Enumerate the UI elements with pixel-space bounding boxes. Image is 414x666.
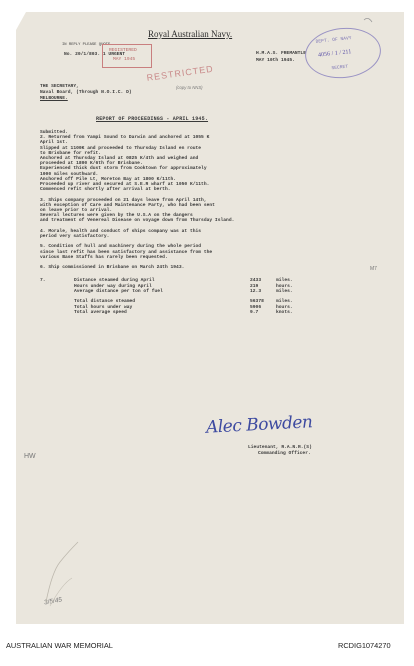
body-line: with exception of Care and Maintenance Party, who had been sent — [40, 202, 215, 208]
body-line: 1000 miles southward. — [40, 171, 99, 177]
body-line: 5. Condition of hull and machinery during the whole period — [40, 244, 202, 250]
body-line: on leave prior to arrival. — [40, 208, 113, 214]
report-title: REPORT OF PROCEEDINGS - APRIL 1945. — [96, 116, 209, 122]
ship-name: H.M.A.S. FREMANTLE — [256, 51, 306, 56]
reply-quote-label: IN REPLY PLEASE QUOTE — [62, 43, 111, 47]
body-line: Anchored at Thursday Island at 0825 K/4th and weighed and — [40, 156, 199, 162]
margin-mark-m7: M7 — [370, 266, 377, 272]
body-line: and treatment of Venereal Disease on voyage down from Thursday Island. — [40, 218, 235, 224]
signatory-role: Commanding Officer. — [258, 451, 311, 456]
body-line: since last refit has been satisfactory and assistance from the — [40, 249, 213, 255]
body-line: 2. Returned from Yampi Sound to Darwin and anchored at 1055 K — [40, 135, 210, 141]
body-line: period very satisfactory. — [40, 234, 110, 240]
body-line: Commenced refit shortly after arrival at berth. — [40, 187, 171, 193]
pencil-scribble — [38, 532, 98, 612]
body-line: Experienced thick dust storm from Cooktown for approximately — [40, 166, 207, 172]
letter-date: MAY 10th 1945. — [256, 58, 295, 63]
navy-oval-stamp: DEPT. OF NAVY 4056 / 1 / 211 SECRET — [303, 24, 384, 82]
body-line: 3. Ships company proceeded on 21 days leave from April 14th, — [40, 197, 207, 203]
stats-paragraph-number: 7. — [40, 278, 46, 283]
body-line: Anchored off Pile Lt, Moreton Bay at 1800 K/11th. — [40, 176, 177, 182]
body-line: Proceeded up river and secured at S.E.R wharf at 1050 K/11th. — [40, 182, 210, 188]
margin-mark-bottom: 3/5/45 — [43, 596, 63, 607]
report-body — [40, 130, 234, 270]
body-line: Submitted. — [40, 130, 68, 135]
body-line: Several lectures were given by the U.S.A on the dangers — [40, 213, 193, 219]
signature: Alec Bowden — [205, 412, 313, 438]
body-line: Slipped at 1100K and proceeded to Thursday Island en route — [40, 145, 202, 151]
address-line-1: THE SECRETARY, — [40, 84, 79, 89]
signatory-rank: Lieutenant, R.A.N.R.(S) — [248, 445, 312, 450]
body-line: 6. Ship commissioned in Brisbane on March 24th 1943. — [40, 265, 185, 271]
body-line: proceeded at 1800 K/6th for Brisbane. — [40, 161, 143, 167]
restricted-stamp: RESTRICTED — [146, 63, 215, 83]
address-line-3: MELBOURNE. — [40, 96, 68, 101]
reference-number: No. 20/1/803. 1 URGENT — [64, 52, 126, 57]
document-page: Royal Australian Navy. IN REPLY PLEASE QUOTE No. 20/1/803. 1 URGENT REGISTERED MAY 1945 RESTRICTED H.M.A.S. FREMANTLE MAY 10th 1945. DEPT. OF NAVY 4056 / 1 / 211 SECRET THE SECRETARY, Naval Board, (Through N.O.I.C. D) MELBOURNE. (copy to NNS) REPORT OF PROCEEDINGS - APRIL 1945. Submitted. 2. Returned from Yampi Sound to Darwin and anchored at 1055 K April 1st. Slipped at 1100K and proceeded to Thursday Island en route to Brisbane for refit. Anchored at Thursday Island at 0825 K/4th and weighed and proceeded at 1800 K/6th for Brisbane. Experienced thick dust storm from Cooktown for approximately 1000 miles southward. Anchored off Pile Lt, Moreton Bay at 1800 K/11th. Proceeded up river and secured at S.E.R wharf at 1050 K/11th. Commenced refit shortly after arrival at berth. 3. Ships company proceeded on 21 days leave from April 14th, with exception of Care and Maintenance Party, who had been sent on leave prior to arrival. Several lectures were given by the U.S.A on the dangers and treatment of Venereal Disease on voyage down from Thursday Island. 4. Morale, health and conduct of ships company was at this period very satisfactory. 5. Condition of hull and machinery during the whole period since last refit has been satisfactory and assistance from the various Base Staffs has rarely been requested. 6. Ship commissioned in Brisbane on March 24th 1943. 7. Distance steamed during April 2433 miles. Hours under way during April 219 hours. Average distance per ton of fuel 12.3 miles. Total distance steamed 56378 miles. Total hours under way 5906 hours. Total average speed 9.7 knots. Alec Bowden Lieutenant, R.A.N.R.(S) Commanding Officer. HW M7 3/5/45 — [16, 12, 404, 624]
address-line-2: Naval Board, (Through N.O.I.C. D) — [40, 90, 132, 95]
body-line: various Base Staffs has rarely been requested. — [40, 254, 168, 260]
registered-stamp: REGISTERED MAY 1945 — [102, 44, 152, 68]
body-line: April 1st. — [40, 140, 68, 146]
body-line: 4. Morale, health and conduct of ships company was at this — [40, 228, 202, 234]
archive-id: RCDIG1074270 — [338, 641, 391, 650]
archive-credit: AUSTRALIAN WAR MEMORIAL — [6, 641, 113, 650]
pencil-note: (copy to NNS) — [176, 85, 203, 90]
body-line: to Brisbane for refit. — [40, 150, 102, 156]
letterhead-title: Royal Australian Navy. — [148, 29, 233, 39]
pencil-tick-mark — [362, 14, 376, 26]
margin-mark-hw: HW — [24, 453, 36, 460]
